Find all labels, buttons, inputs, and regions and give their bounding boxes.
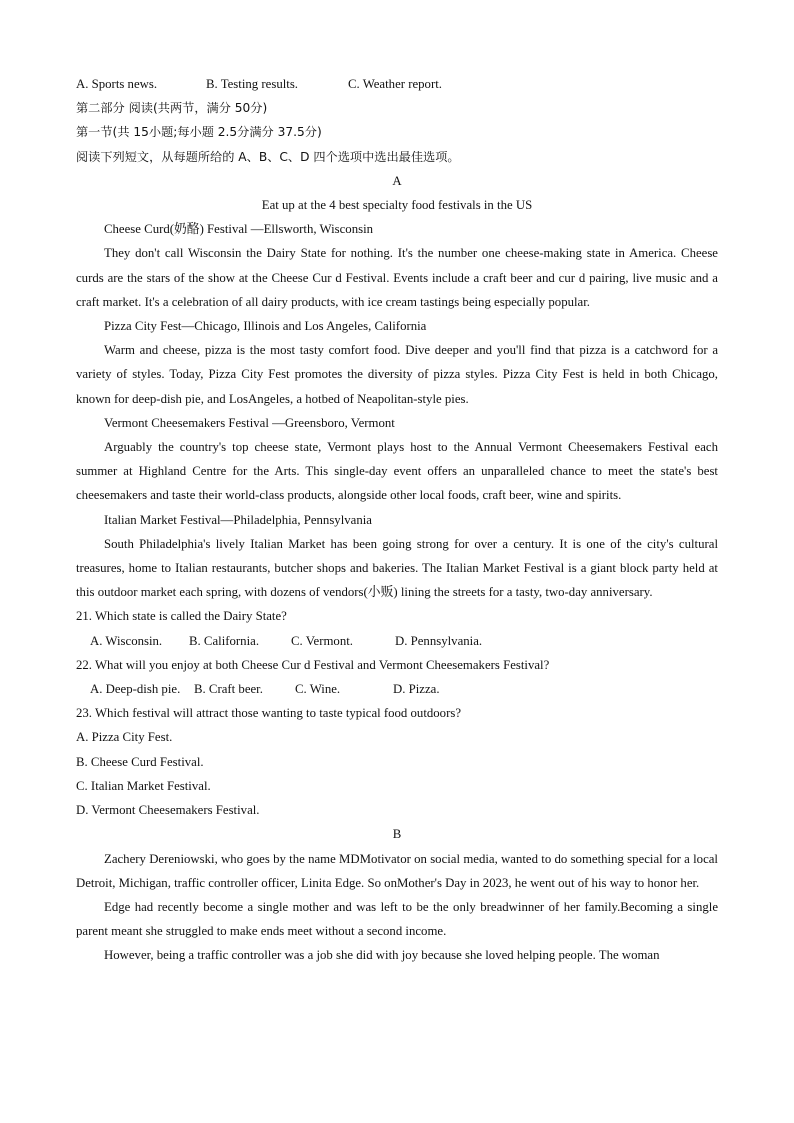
q23-option-c: C. Italian Market Festival. xyxy=(76,778,211,793)
festival-heading-cheese-curd: Cheese Curd(奶酪) Festival —Ellsworth, Wisconsin xyxy=(104,222,374,237)
question-22-stem: 22. What will you enjoy at both Cheese Cur d Festival and Vermont Cheesemakers Festival? xyxy=(76,657,550,672)
q23-option-a: A. Pizza City Fest. xyxy=(76,730,173,745)
section-one-title: 第一节(共 15小题;每小题 2.5分满分 37.5分) xyxy=(76,125,322,140)
passage-b-paragraph-3: However, being a traffic controller was a job she did with joy because she loved helping people. The woman xyxy=(104,948,660,963)
q21-option-c: C. Vermont. xyxy=(291,633,353,648)
q22-option-a: A. Deep-dish pie. xyxy=(90,682,181,697)
passage-b-paragraph-2: Edge had recently become a single mother and was left to be the only breadwinner of her family.Becoming a single parent meant she struggled to make ends meet without a second income. xyxy=(76,899,718,939)
passage-b-paragraph-1: Zachery Dereniowski, who goes by the name MDMotivator on social media, wanted to do something special for a local Detroit, Michigan, traffic controller officer, Linita Edge. So onMother's Day in 2023, he went out of his way to honor her. xyxy=(76,851,718,890)
festival-body-vermont: Arguably the country's top cheese state, Vermont plays host to the Annual Vermont Cheesemakers Festival each summer at Highland Centre for the Arts. This single-day event offers an unparalleled chance to meet the state's best cheesemakers and taste their world-class products, alongside other local foods, craft beer, wine and spirits. xyxy=(76,440,718,503)
question-23-stem: 23. Which festival will attract those wanting to taste typical food outdoors? xyxy=(76,706,461,721)
question-22-options xyxy=(76,677,718,701)
question-21-options xyxy=(76,629,718,653)
option-c: C. Weather report. xyxy=(348,77,442,91)
q22-option-d: D. Pizza. xyxy=(393,682,440,697)
q22-option-c: C. Wine. xyxy=(295,682,341,697)
festival-body-italian-market: South Philadelphia's lively Italian Market has been going strong for over a century. It is one of the city's cultural treasures, home to Italian restaurants, butcher shops and bakeries. The Italian Market Festival is a giant block party held at this outdoor market each spring, with dozens of vendors(小贩) lining the streets for a tasty, two-day anniversary. xyxy=(76,536,718,600)
option-b: B. Testing results. xyxy=(206,77,299,91)
exam-page xyxy=(76,72,718,968)
instruction: 阅读下列短文，从每题所给的 A、B、C、D 四个选项中选出最佳选项。 xyxy=(76,149,460,164)
festival-heading-italian-market: Italian Market Festival—Philadelphia, Pennsylvania xyxy=(104,512,372,527)
festival-body-pizza-city: Warm and cheese, pizza is the most tasty comfort food. Dive deeper and you'll find that pizza is a catchword for a variety of styles. Today, Pizza City Fest promotes the diversity of pizza styles. Pizza City Fest is held in both Chicago, known for deep-dish pie, and LosAngeles, a hotbed of Neapolitan-style pies. xyxy=(76,343,718,406)
q23-option-b: B. Cheese Curd Festival. xyxy=(76,754,204,769)
q22-option-b: B. Craft beer. xyxy=(194,682,263,697)
listening-options xyxy=(76,72,718,96)
q21-option-b: B. California. xyxy=(189,633,260,648)
festival-heading-pizza-city: Pizza City Fest—Chicago, Illinois and Los Angeles, California xyxy=(104,319,427,334)
q23-option-d: D. Vermont Cheesemakers Festival. xyxy=(76,803,260,818)
festival-body-cheese-curd: They don't call Wisconsin the Dairy State for nothing. It's the number one cheese-making state in America. Cheese curds are the stars of the show at the Cheese Cur d Festival. Events include a craft beer and cur d pairing, live music and a craft market. It's a celebration of all dairy products, with ice cream tastings being especially popular. xyxy=(76,246,718,309)
passage-a-letter: A xyxy=(392,173,402,188)
q21-option-a: A. Wisconsin. xyxy=(90,633,163,648)
question-21-stem: 21. Which state is called the Dairy State? xyxy=(76,609,287,624)
passage-b-letter: B xyxy=(392,827,402,842)
part-two-title: 第二部分 阅读(共两节，满分 50分) xyxy=(76,101,268,116)
festival-heading-vermont: Vermont Cheesemakers Festival —Greensboro, Vermont xyxy=(104,415,395,430)
option-a: A. Sports news. xyxy=(76,77,158,91)
passage-a-title: Eat up at the 4 best specialty food festivals in the US xyxy=(261,198,533,213)
q21-option-d: D. Pennsylvania. xyxy=(395,633,483,648)
